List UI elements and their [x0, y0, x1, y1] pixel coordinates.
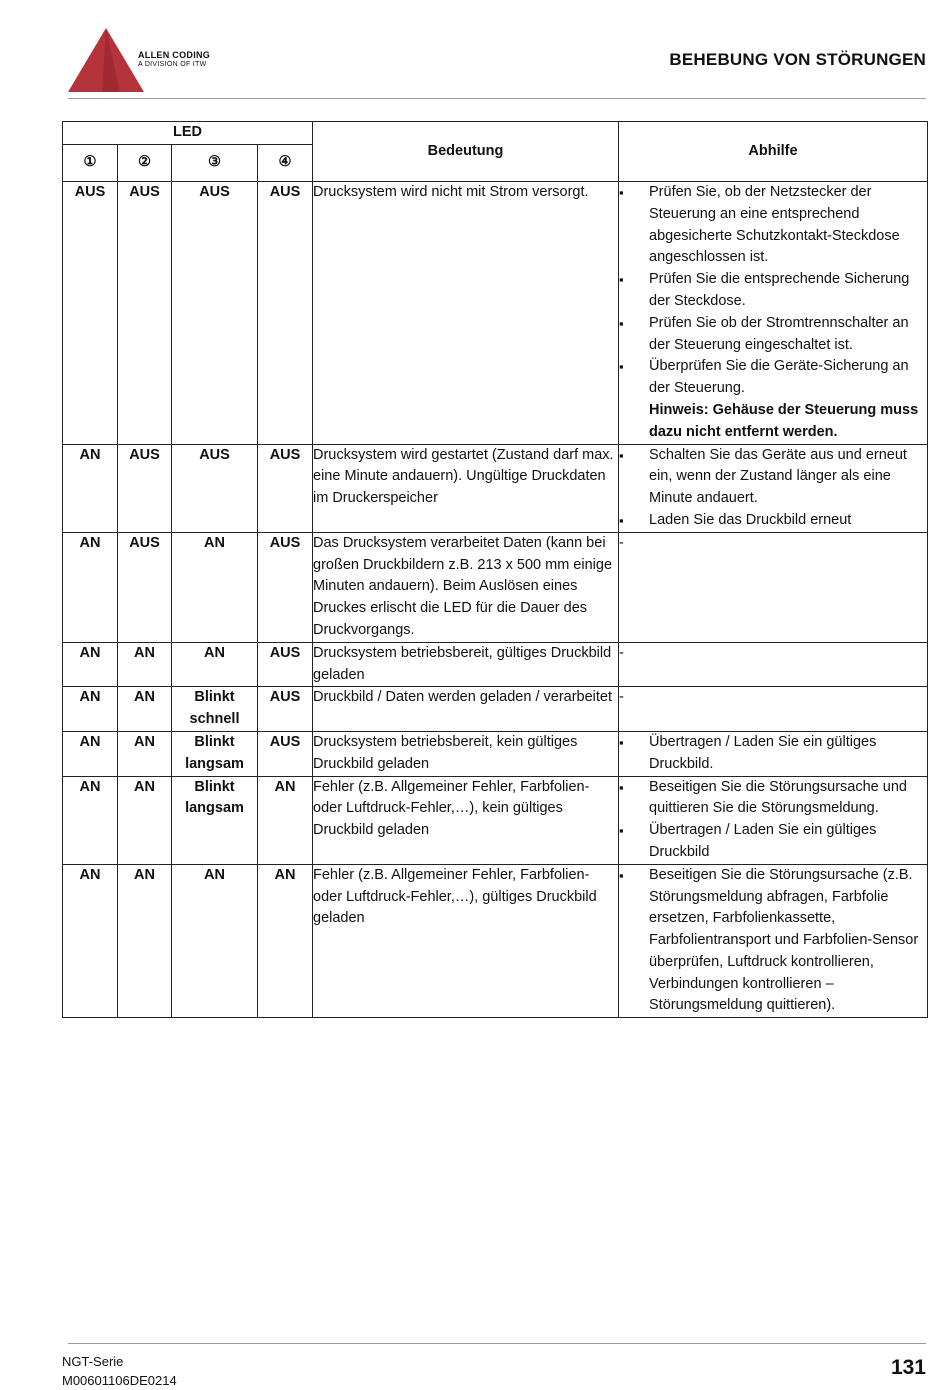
- meaning-cell: Drucksystem wird nicht mit Strom versorgt.: [313, 182, 619, 445]
- remedy-cell: [619, 182, 928, 445]
- led-1-state: AN: [63, 444, 118, 532]
- remedy-item: ▪ Prüfen Sie, ob der Netzstecker der Steuerung an eine entsprechend abgesicherte Schutzkontakt-Steckdose angeschlossen ist.: [619, 182, 927, 269]
- table-row: [63, 642, 928, 687]
- led-3-state: AUS: [172, 444, 258, 532]
- brand-subtitle: A DIVISION OF ITW: [138, 61, 207, 68]
- led-3-state: Blinkt schnell: [172, 687, 258, 732]
- led-3-state: Blinkt langsam: [172, 776, 258, 864]
- brand-name: ALLEN CODING: [138, 50, 211, 60]
- led-2-state: AN: [118, 642, 172, 687]
- meaning-header: Bedeutung: [313, 122, 619, 182]
- led-2-state: AN: [118, 731, 172, 776]
- table-row: [63, 731, 928, 776]
- led-4-state: AUS: [258, 687, 313, 732]
- led-1-state: AN: [63, 687, 118, 732]
- table-row: [63, 687, 928, 732]
- led-2-state: AN: [118, 687, 172, 732]
- led-3-state: AN: [172, 864, 258, 1018]
- meaning-cell: Drucksystem betriebsbereit, kein gültiges Druckbild geladen: [313, 731, 619, 776]
- led-2-state: AN: [118, 864, 172, 1018]
- led-2-state: AUS: [118, 532, 172, 642]
- led-header: LED: [63, 122, 313, 145]
- brand: [138, 50, 210, 70]
- led-3-state: Blinkt langsam: [172, 731, 258, 776]
- series-name: NGT-Serie: [62, 1354, 124, 1369]
- remedy-cell: [619, 731, 928, 776]
- remedy-item: ▪ Beseitigen Sie die Störungsursache und quittieren Sie die Störungsmeldung.: [619, 777, 927, 821]
- table-row: [63, 864, 928, 1018]
- led-1-state: AN: [63, 642, 118, 687]
- led-4-state: AUS: [258, 731, 313, 776]
- led-3-header: ③: [172, 145, 258, 182]
- table-row: [63, 182, 928, 445]
- led-3-state: AUS: [172, 182, 258, 445]
- meaning-cell: Drucksystem betriebsbereit, gültiges Druckbild geladen: [313, 642, 619, 687]
- led-1-header: ①: [63, 145, 118, 182]
- meaning-cell: Fehler (z.B. Allgemeiner Fehler, Farbfolien- oder Luftdruck-Fehler,…), kein gültiges Druckbild geladen: [313, 776, 619, 864]
- led-4-state: AUS: [258, 532, 313, 642]
- table-row: [63, 532, 928, 642]
- remedy-item: ▪ Laden Sie das Druckbild erneut: [619, 510, 927, 532]
- meaning-cell: Fehler (z.B. Allgemeiner Fehler, Farbfolien- oder Luftdruck-Fehler,…), gültiges Druckbild geladen: [313, 864, 619, 1018]
- led-2-state: AUS: [118, 182, 172, 445]
- led-1-state: AN: [63, 864, 118, 1018]
- led-1-state: AN: [63, 532, 118, 642]
- allen-coding-logo-icon: [66, 26, 146, 94]
- header-divider: [68, 98, 926, 99]
- meaning-cell: Das Drucksystem verarbeitet Daten (kann bei großen Druckbildern z.B. 213 x 500 mm einige Minuten andauern). Beim Auslösen eines Druckes erlischt die LED für die Dauer des Druckvorgangs.: [313, 532, 619, 642]
- led-1-state: AN: [63, 776, 118, 864]
- meaning-cell: Druckbild / Daten werden geladen / verarbeitet: [313, 687, 619, 732]
- meaning-cell: Drucksystem wird gestartet (Zustand darf max. eine Minute andauern). Ungültige Druckdaten im Druckerspeicher: [313, 444, 619, 532]
- remedy-item: ▪ Schalten Sie das Geräte aus und erneut ein, wenn der Zustand länger als eine Minute andauert.: [619, 445, 927, 510]
- led-3-state: AN: [172, 532, 258, 642]
- led-4-state: AN: [258, 776, 313, 864]
- remedy-item: ▪ Prüfen Sie ob der Stromtrennschalter an der Steuerung eingeschaltet ist.: [619, 313, 927, 357]
- document-number: M00601106DE0214: [62, 1373, 177, 1388]
- led-2-header: ②: [118, 145, 172, 182]
- led-4-state: AUS: [258, 182, 313, 445]
- led-status-table: [62, 121, 928, 1018]
- remedy-cell: [619, 776, 928, 864]
- remedy-cell: -: [619, 687, 928, 732]
- led-4-state: AUS: [258, 444, 313, 532]
- footer-info: [62, 1352, 177, 1390]
- table-row: [63, 444, 928, 532]
- led-1-state: AUS: [63, 182, 118, 445]
- led-1-state: AN: [63, 731, 118, 776]
- footer-divider: [68, 1343, 926, 1344]
- remedy-item: ▪ Prüfen Sie die entsprechende Sicherung der Steckdose.: [619, 269, 927, 313]
- remedy-cell: [619, 864, 928, 1018]
- table-row: [63, 776, 928, 864]
- led-2-state: AN: [118, 776, 172, 864]
- remedy-header: Abhilfe: [619, 122, 928, 182]
- led-4-state: AUS: [258, 642, 313, 687]
- led-3-state: AN: [172, 642, 258, 687]
- remedy-cell: -: [619, 642, 928, 687]
- led-4-state: AN: [258, 864, 313, 1018]
- remedy-cell: [619, 444, 928, 532]
- remedy-cell: -: [619, 532, 928, 642]
- remedy-item: ▪ Überprüfen Sie die Geräte-Sicherung an der Steuerung.: [619, 356, 927, 400]
- remedy-note: Hinweis: Gehäuse der Steuerung muss dazu nicht entfernt werden.: [649, 401, 919, 440]
- page-number: 131: [890, 1356, 926, 1379]
- remedy-item: ▪ Beseitigen Sie die Störungsursache (z.B. Störungsmeldung abfragen, Farbfolie ersetzen, Farbfolienkassette, Farbfolientransport und Farbfolien-Sensor überprüfen, Luftdruck kontrollieren, Verbindungen kontrollieren – Störungsmeldung quittieren).: [619, 865, 927, 1018]
- led-2-state: AUS: [118, 444, 172, 532]
- page-title: BEHEBUNG VON STÖRUNGEN: [669, 50, 926, 69]
- led-4-header: ④: [258, 145, 313, 182]
- remedy-item: ▪ Übertragen / Laden Sie ein gültiges Druckbild.: [619, 732, 927, 776]
- remedy-item: ▪ Übertragen / Laden Sie ein gültiges Druckbild: [619, 820, 927, 864]
